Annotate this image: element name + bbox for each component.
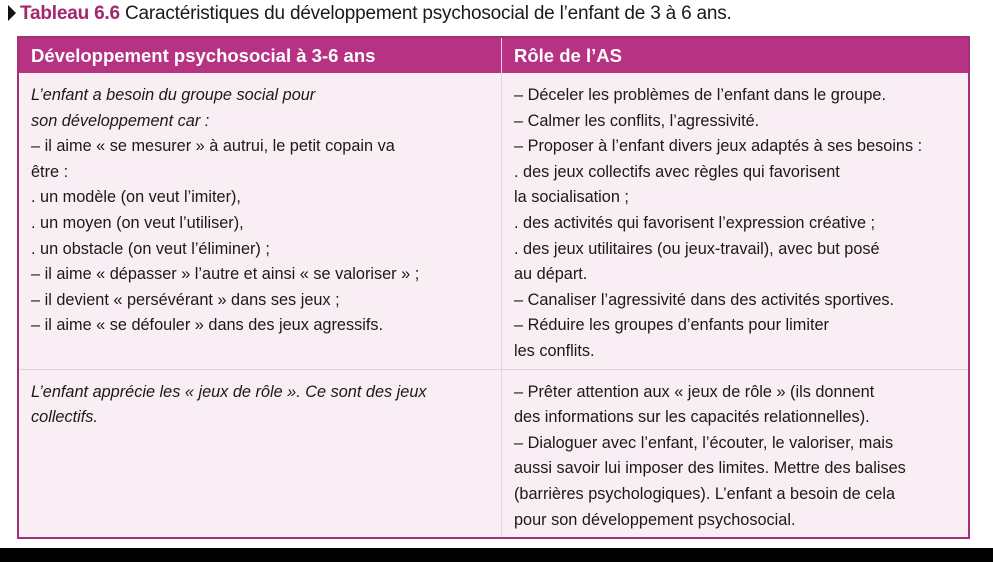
cell-line: . un obstacle (on veut l’éliminer) ; bbox=[31, 239, 270, 258]
cell-line: la socialisation ; bbox=[514, 188, 629, 207]
cell-line: – Déceler les problèmes de l’enfant dans le groupe. bbox=[514, 86, 886, 104]
cell-line: . des jeux utilitaires (ou jeux-travail), avec but posé bbox=[514, 239, 880, 258]
cell-line: – il aime « se défouler » dans des jeux agressifs. bbox=[31, 316, 384, 335]
bottom-black-bar bbox=[0, 548, 993, 562]
cell-line: . des activités qui favorisent l’expression créative ; bbox=[514, 213, 876, 232]
cell-line: – Prêter attention aux « jeux de rôle » (ils donnent bbox=[514, 382, 875, 401]
cell-line: son développement car : bbox=[31, 111, 210, 130]
caption-label: Tableau 6.6 bbox=[20, 3, 120, 24]
cell-line: . un moyen (on veut l’utiliser), bbox=[31, 213, 244, 232]
caption-bullet-icon bbox=[8, 5, 16, 21]
cell-line: L’enfant a besoin du groupe social pour bbox=[31, 86, 316, 104]
cell-line: . des jeux collectifs avec règles qui favorisent bbox=[514, 162, 840, 181]
cell-line: être : bbox=[31, 162, 69, 181]
role-cell bbox=[502, 369, 970, 538]
cell-line: – Dialoguer avec l’enfant, l’écouter, le valoriser, mais bbox=[514, 433, 894, 452]
cell-line: – Canaliser l’agressivité dans des activités sportives. bbox=[514, 290, 895, 309]
development-cell bbox=[18, 73, 502, 369]
cell-line: – Calmer les conflits, l’agressivité. bbox=[514, 111, 760, 130]
cell-line: pour son développement psychosocial. bbox=[514, 510, 796, 529]
development-cell bbox=[18, 369, 502, 538]
cell-line: L’enfant apprécie les « jeux de rôle ». Ce sont des jeux bbox=[31, 382, 427, 401]
cell-line: des informations sur les capacités relationnelles). bbox=[514, 408, 870, 427]
cell-line: – Réduire les groupes d’enfants pour limiter bbox=[514, 316, 829, 335]
caption-text: Caractéristiques du développement psychosocial de l’enfant de 3 à 6 ans. bbox=[124, 3, 732, 24]
table-header-row bbox=[18, 37, 969, 73]
cell-line: . un modèle (on veut l’imiter), bbox=[31, 188, 241, 207]
cell-line: – il aime « dépasser » l’autre et ainsi « se valoriser » ; bbox=[31, 265, 420, 284]
cell-line: les conflits. bbox=[514, 341, 595, 360]
cell-line: – il devient « persévérant » dans ses jeux ; bbox=[31, 290, 340, 309]
cell-line: – Proposer à l’enfant divers jeux adaptés à ses besoins : bbox=[514, 137, 923, 156]
table-row bbox=[18, 73, 969, 369]
development-table bbox=[17, 36, 970, 539]
header-development: Développement psychosocial à 3-6 ans bbox=[18, 37, 502, 73]
header-role: Rôle de l’AS bbox=[502, 37, 970, 73]
table-row bbox=[18, 369, 969, 538]
cell-line: aussi savoir lui imposer des limites. Mettre des balises bbox=[514, 459, 906, 478]
cell-line: – il aime « se mesurer » à autrui, le petit copain va bbox=[31, 137, 395, 156]
cell-line: collectifs. bbox=[31, 408, 98, 427]
cell-line: au départ. bbox=[514, 265, 588, 284]
role-cell bbox=[502, 73, 970, 369]
cell-line: (barrières psychologiques). L’enfant a besoin de cela bbox=[514, 484, 896, 503]
table-caption bbox=[8, 3, 732, 25]
